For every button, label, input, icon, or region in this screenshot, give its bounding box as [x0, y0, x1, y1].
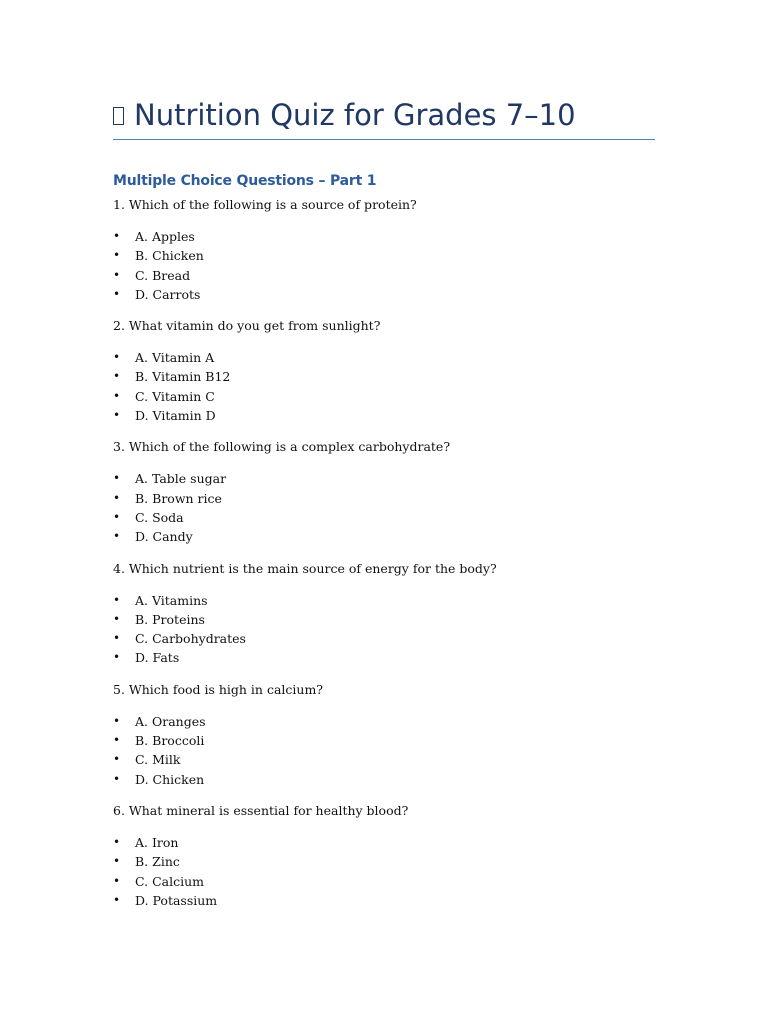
question-4 — [113, 559, 655, 668]
answer-options — [113, 712, 655, 789]
answer-option — [113, 770, 655, 789]
question-text: 6. What mineral is essential for healthy blood? — [113, 802, 409, 818]
bullet-icon: • — [113, 611, 121, 626]
option-text: A. Table sugar — [135, 471, 227, 487]
bullet-icon: • — [113, 408, 121, 423]
answer-option — [113, 285, 655, 304]
question-text: 2. What vitamin do you get from sunlight? — [113, 318, 381, 334]
option-text: C. Calcium — [135, 873, 204, 889]
option-text: A. Vitamin A — [135, 350, 215, 366]
answer-option — [113, 469, 655, 488]
answer-option — [113, 266, 655, 285]
bullet-icon: • — [113, 369, 121, 384]
option-text: B. Zinc — [135, 854, 180, 870]
bullet-icon: • — [113, 529, 121, 544]
answer-option — [113, 872, 655, 891]
answer-option — [113, 406, 655, 425]
document-title — [113, 95, 655, 135]
question-2 — [113, 316, 655, 425]
answer-option — [113, 833, 655, 852]
answer-option — [113, 348, 655, 367]
answer-option — [113, 731, 655, 750]
answer-option — [113, 527, 655, 546]
bullet-icon: • — [113, 892, 121, 907]
question-text: 1. Which of the following is a source of protein? — [113, 197, 417, 212]
option-text: C. Bread — [135, 267, 191, 283]
answer-options — [113, 833, 655, 910]
option-text: B. Vitamin B12 — [135, 369, 231, 385]
answer-option — [113, 591, 655, 610]
answer-option — [113, 712, 655, 731]
option-text: C. Milk — [135, 752, 181, 768]
question-3 — [113, 437, 655, 546]
option-text: D. Potassium — [135, 892, 218, 908]
option-text: A. Apples — [135, 229, 195, 244]
answer-options — [113, 469, 655, 546]
section-heading: Multiple Choice Questions – Part 1 — [113, 173, 377, 189]
answer-options — [113, 227, 655, 304]
question-6 — [113, 801, 655, 910]
bullet-icon: • — [113, 471, 121, 486]
question-5 — [113, 680, 655, 789]
question-text: 5. Which food is high in calcium? — [113, 681, 324, 697]
option-text: B. Proteins — [135, 611, 205, 627]
answer-option — [113, 852, 655, 871]
answer-option — [113, 489, 655, 508]
bullet-icon: • — [113, 752, 121, 767]
answer-option — [113, 387, 655, 406]
option-text: D. Fats — [135, 650, 180, 666]
missing-glyph-icon — [113, 107, 124, 125]
title-text: Nutrition Quiz for Grades 7–10 — [134, 98, 576, 132]
bullet-icon: • — [113, 631, 121, 646]
bullet-icon: • — [113, 350, 121, 365]
document-page — [113, 95, 655, 910]
question-text: 3. Which of the following is a complex carbohydrate? — [113, 439, 451, 455]
question-list — [113, 195, 655, 910]
option-text: D. Candy — [135, 529, 193, 545]
option-text: C. Vitamin C — [135, 388, 215, 404]
answer-options — [113, 591, 655, 668]
option-text: A. Iron — [135, 834, 179, 850]
option-text: B. Brown rice — [135, 490, 222, 506]
answer-option — [113, 629, 655, 648]
title-divider — [113, 139, 655, 140]
option-text: D. Chicken — [135, 771, 205, 787]
answer-option — [113, 610, 655, 629]
question-text: 4. Which nutrient is the main source of energy for the body? — [113, 560, 497, 576]
question-1 — [113, 195, 655, 304]
option-text: C. Carbohydrates — [135, 631, 246, 647]
option-text: A. Oranges — [135, 713, 206, 729]
bullet-icon: • — [113, 229, 121, 243]
bullet-icon: • — [113, 713, 121, 728]
option-text: D. Vitamin D — [135, 408, 216, 424]
option-text: D. Carrots — [135, 286, 201, 302]
answer-option — [113, 891, 655, 910]
bullet-icon: • — [113, 509, 121, 524]
option-text: B. Chicken — [135, 248, 204, 264]
bullet-icon: • — [113, 771, 121, 786]
option-text: C. Soda — [135, 509, 184, 525]
answer-option — [113, 246, 655, 265]
bullet-icon: • — [113, 834, 121, 849]
option-text: A. Vitamins — [135, 592, 208, 608]
answer-option — [113, 367, 655, 386]
bullet-icon: • — [113, 650, 121, 665]
option-text: B. Broccoli — [135, 733, 205, 749]
answer-option — [113, 227, 655, 246]
answer-option — [113, 750, 655, 769]
bullet-icon: • — [113, 592, 121, 607]
bullet-icon: • — [113, 490, 121, 505]
bullet-icon: • — [113, 854, 121, 869]
answer-option — [113, 508, 655, 527]
bullet-icon: • — [113, 286, 121, 301]
bullet-icon: • — [113, 388, 121, 403]
answer-options — [113, 348, 655, 425]
bullet-icon: • — [113, 733, 121, 748]
bullet-icon: • — [113, 248, 121, 263]
bullet-icon: • — [113, 267, 121, 282]
bullet-icon: • — [113, 873, 121, 888]
answer-option — [113, 648, 655, 667]
